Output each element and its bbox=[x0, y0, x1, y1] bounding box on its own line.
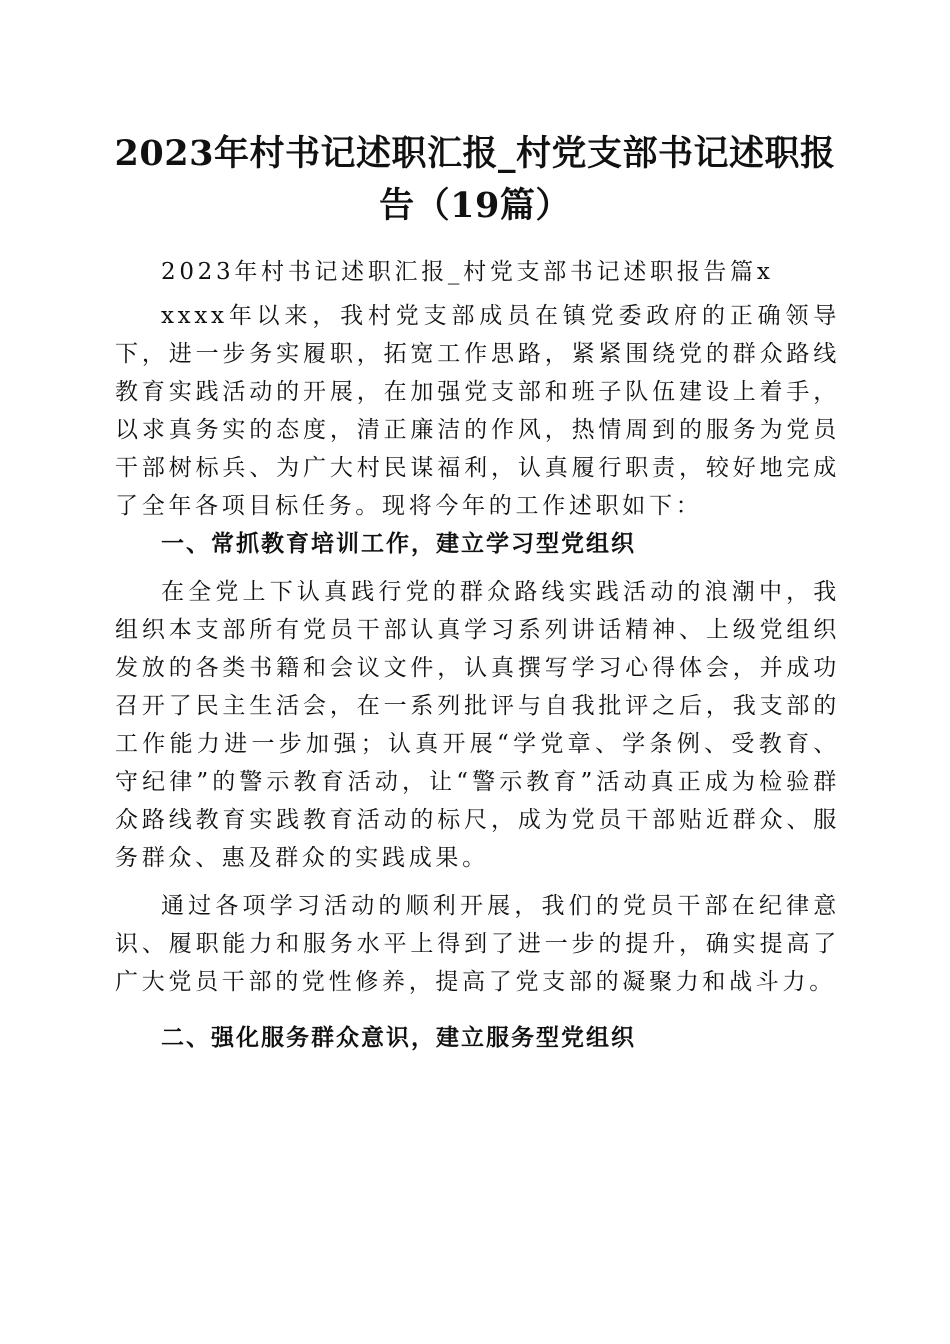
intro-paragraph: xxxx年以来，我村党支部成员在镇党委政府的正确领导下，进一步务实履职，拓宽工作思路，紧紧围绕党的群众路线教育实践活动的开展，在加强党支部和班子队伍建设上着手，以求真务实的态度，清正廉洁的作风，热情周到的服务为党员干部树标兵、为广大村民谋福利，认真履行职责，较好地完成了全年各项目标任务。现将今年的工作述职如下： bbox=[115, 303, 840, 519]
title-line-2: 告（19篇） bbox=[379, 185, 571, 226]
section-heading-2: 二、强化服务群众意识，建立服务型党组织 bbox=[161, 1025, 636, 1051]
document-body bbox=[115, 253, 840, 1057]
section-heading-1: 一、常抓教育培训工作，建立学习型党组织 bbox=[161, 531, 636, 557]
subtitle-line: 2023年村书记述职汇报_村党支部书记述职报告篇x bbox=[161, 259, 774, 285]
section1-paragraph-2: 通过各项学习活动的顺利开展，我们的党员干部在纪律意识、履职能力和服务水平上得到了进一步的提升，确实提高了广大党员干部的党性修养，提高了党支部的凝聚力和战斗力。 bbox=[115, 893, 840, 995]
title-line-1: 2023年村书记述职汇报_村党支部书记述职报 bbox=[114, 133, 836, 174]
document-title bbox=[95, 128, 855, 232]
section1-paragraph-1: 在全党上下认真践行党的群众路线实践活动的浪潮中，我组织本支部所有党员干部认真学习系列讲话精神、上级党组织发放的各类书籍和会议文件，认真撰写学习心得体会，并成功召开了民主生活会，在一系列批评与自我批评之后，我支部的工作能力进一步加强；认真开展“学党章、学条例、受教育、守纪律”的警示教育活动，让“警示教育”活动真正成为检验群众路线教育实践教育活动的标尺，成为党员干部贴近群众、服务群众、惠及群众的实践成果。 bbox=[115, 579, 840, 871]
